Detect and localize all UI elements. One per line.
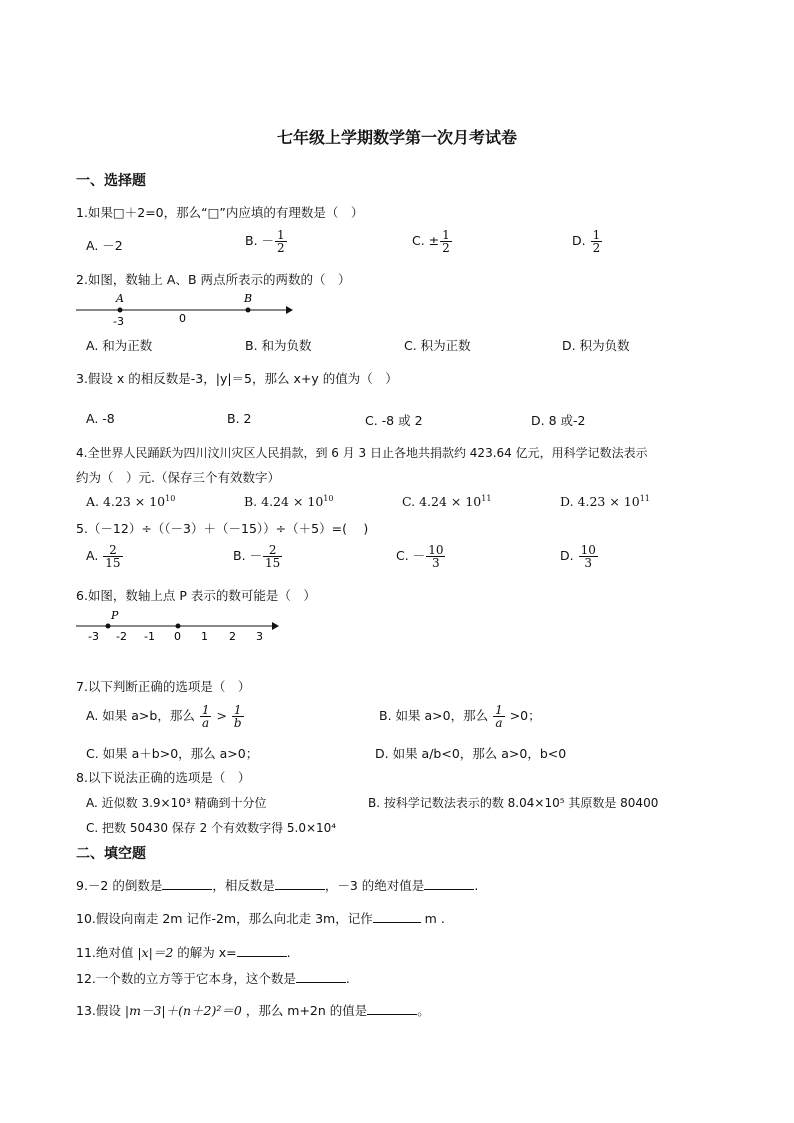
q6-stem: 6.如图，数轴上点 P 表示的数可能是（ ） (76, 588, 316, 603)
point-b (246, 308, 251, 313)
q1-option-a: A. －2 (86, 238, 123, 253)
q11-blank[interactable] (237, 944, 287, 957)
q4-option-d: D. $4.23 \times 10^{11}$ (560, 494, 650, 510)
q1-option-b: B. － $\frac{1}{2}$ (245, 228, 285, 255)
q5-option-c: C. － $\frac{10}{3}$ (396, 543, 444, 570)
q4-stem-line1: 4.全世界人民踊跃为四川汶川灾区人民捐款，到 6 月 3 日止各地共捐款约 423.64 亿元，用科学记数法表示 (76, 446, 648, 460)
q6-number-line (74, 606, 284, 646)
q8-stem: 8.以下说法正确的选项是（ ） (76, 770, 251, 785)
q1-option-c: C. ± $\frac{1}{2}$ (412, 228, 450, 255)
q9-blank-2[interactable] (275, 877, 325, 890)
q5-option-a: A. $\frac{2}{15}$ (86, 543, 121, 570)
section-choice: 一、选择题 (76, 173, 146, 189)
q5-stem: 5.（－12）÷（（－3）＋（－15））÷（＋5）=( ) (76, 521, 369, 536)
tick-minus3: -3 (113, 315, 124, 328)
q2-option-a: A. 和为正数 (86, 338, 153, 353)
q5-option-d: D. $\frac{10}{3}$ (560, 543, 596, 570)
q3-option-d: D. 8 或-2 (531, 413, 586, 428)
tick-zero: 0 (179, 312, 186, 325)
q1-option-d: D. $\frac{1}{2}$ (572, 228, 601, 255)
q9: 9.－2 的倒数是 ，相反数是 ，－3 的绝对值是 . (76, 878, 479, 893)
q8-option-b: B. 按科学记数法表示的数 8.04×10⁵ 其原数是 80400 (368, 796, 659, 810)
q10-blank[interactable] (373, 910, 421, 923)
q4-option-a: A. $4.23 \times 10^{10}$ (86, 494, 176, 510)
q2-stem: 2.如图，数轴上 A、B 两点所表示的两数的（ ） (76, 272, 351, 287)
q9-blank-3[interactable] (424, 877, 474, 890)
q2-option-c: C. 积为正数 (404, 338, 471, 353)
q7-option-b: B. 如果 a>0，那么 $\frac{1}{a}$ >0； (379, 703, 541, 730)
page-title: 七年级上学期数学第一次月考试卷 (276, 128, 517, 147)
q3-option-c: C. -8 或 2 (365, 413, 423, 428)
q7-stem: 7.以下判断正确的选项是（ ） (76, 679, 251, 694)
q13: 13.假设 |m－3|＋(n＋2)²＝0 ，那么 m+2n 的值是 。 (76, 1003, 430, 1018)
origin-dot (176, 624, 181, 629)
q8-option-c: C. 把数 50430 保存 2 个有效数字得 5.0×10⁴ (86, 821, 337, 835)
tick-5: 2 (229, 630, 236, 643)
point-a (118, 308, 123, 313)
tick-0: -3 (88, 630, 99, 643)
q7-option-d: D. 如果 a/b<0，那么 a>0，b<0 (375, 746, 567, 761)
q4-option-b: B. $4.24 \times 10^{10}$ (244, 494, 334, 510)
q2-number-line (74, 290, 294, 330)
q11: 11.绝对值 |x|＝2 的解为 x= . (76, 945, 291, 960)
q7-option-a: A. 如果 a>b，那么 $\frac{1}{a}$ > $\frac{1}{b}$ (86, 703, 242, 730)
point-p (106, 624, 111, 629)
q13-expression: |m－3|＋(n＋2)²＝0 (124, 1003, 242, 1018)
q12: 12.一个数的立方等于它本身，这个数是 . (76, 971, 350, 986)
q13-blank[interactable] (367, 1002, 417, 1015)
q3-option-b: B. 2 (227, 411, 252, 426)
label-p: P (111, 609, 119, 622)
q5-option-b: B. － $\frac{2}{15}$ (233, 543, 281, 570)
tick-6: 3 (256, 630, 263, 643)
q10: 10.假设向南走 2m 记作-2m，那么向北走 3m，记作 m . (76, 911, 445, 926)
q7-option-c: C. 如果 a＋b>0，那么 a>0； (86, 746, 259, 761)
q4-stem-line2: 约为（ ）元.（保存三个有效数字） (76, 470, 280, 485)
q1-stem: 1.如果□＋2=0，那么“□”内应填的有理数是（ ） (76, 205, 364, 220)
section-fill: 二、填空题 (76, 846, 146, 862)
label-b: B (244, 292, 253, 305)
q2-option-d: D. 积为负数 (562, 338, 630, 353)
tick-4: 1 (201, 630, 208, 643)
tick-1: -2 (116, 630, 127, 643)
q3-option-a: A. -8 (86, 411, 115, 426)
tick-2: -1 (144, 630, 155, 643)
label-a: A (116, 292, 124, 305)
q11-expression: |x|＝2 (137, 945, 174, 960)
q8-option-a: A. 近似数 3.9×10³ 精确到十分位 (86, 796, 267, 810)
q2-option-b: B. 和为负数 (245, 338, 312, 353)
q12-blank[interactable] (296, 970, 346, 983)
tick-3: 0 (174, 630, 181, 643)
q9-blank-1[interactable] (162, 877, 212, 890)
q4-option-c: C. $4.24 \times 10^{11}$ (402, 494, 492, 510)
q3-stem: 3.假设 x 的相反数是-3，|y|＝5，那么 x+y 的值为（ ） (76, 371, 398, 386)
